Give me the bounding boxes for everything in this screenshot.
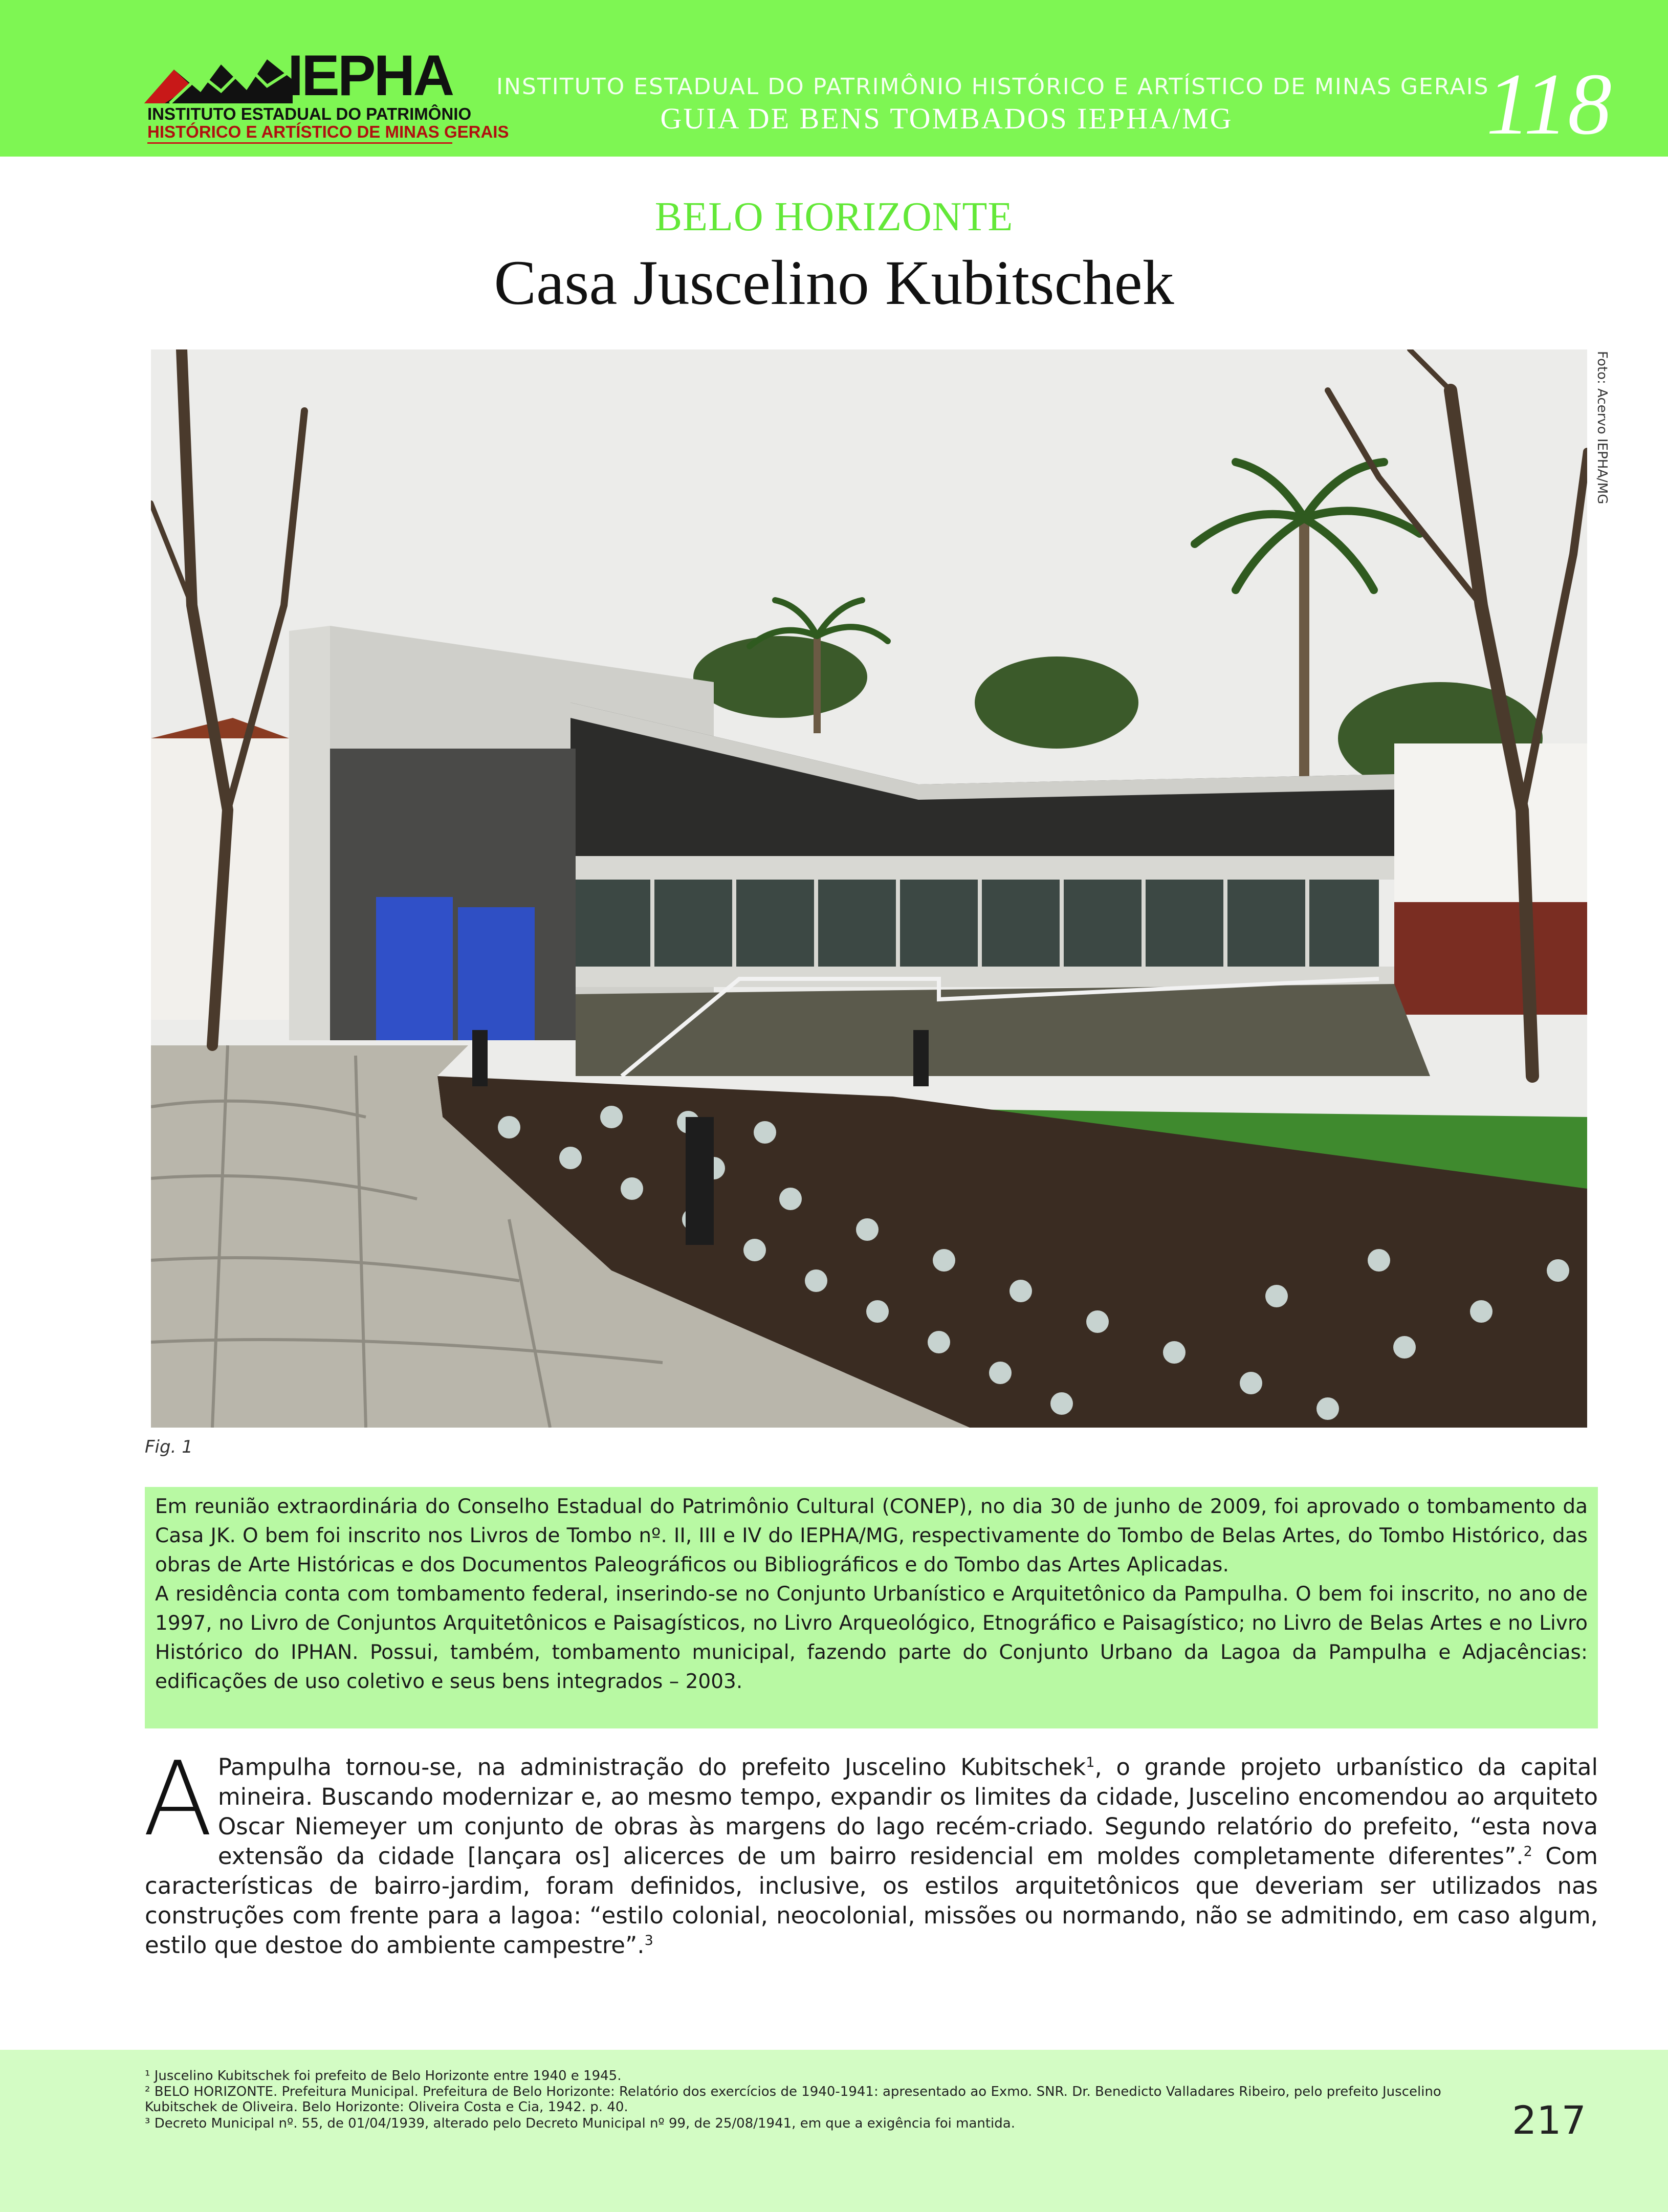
iepha-logo	[144, 43, 509, 144]
city-heading: BELO HORIZONTE	[654, 194, 1014, 239]
house-photo	[151, 349, 1587, 1428]
institute-name: INSTITUTO ESTADUAL DO PATRIMÔNIO HISTÓRICO E ARTÍSTICO DE MINAS GERAIS	[496, 74, 1489, 100]
footnote-2: ² BELO HORIZONTE. Prefeitura Municipal. Prefeitura de Belo Horizonte: Relatório dos exercícios de 1940-1941: apresentado ao Exmo. SNR. Dr. Benedicto Valladares Ribeiro, pelo prefeito Juscelino Kubitschek de Oliveira. Belo Horizonte: Oliveira Costa e Cia, 1942. p. 40.	[145, 2084, 1441, 2115]
info-paragraph-1: Em reunião extraordinária do Conselho Estadual do Patrimônio Cultural (CONEP), no dia 30 de junho de 2009, foi aprovado o tombamento da Casa JK. O bem foi inscrito nos Livros de Tombo nº. II, III e IV do IEPHA/MG, respectivamente do Tombo de Belas Artes, do Tombo Histórico, das obras de Arte Históricas e dos Documentos Paleográficos ou Bibliográficos e do Tombo das Artes Aplicadas.	[155, 1495, 1588, 1576]
guide-title: GUIA DE BENS TOMBADOS IEPHA/MG	[660, 102, 1233, 135]
entry-number: 118	[1486, 56, 1612, 153]
photo-credit: Foto: Acervo IEPHA/MG	[1594, 351, 1610, 505]
footnote-ref-2[interactable]: 2	[1523, 1844, 1532, 1859]
house-illustration	[151, 349, 1587, 1428]
mountain-logo-icon	[144, 54, 293, 103]
logo-subtitle-line-1: INSTITUTO ESTADUAL DO PATRIMÔNIO	[147, 104, 472, 123]
drop-cap: A	[143, 1740, 213, 1859]
page-header	[0, 0, 1668, 157]
listing-info-box	[145, 1487, 1598, 1728]
body-text	[143, 1740, 1598, 1960]
logo-divider	[147, 142, 452, 144]
page-number: 217	[1511, 2097, 1586, 2143]
page-title: Casa Juscelino Kubitschek	[494, 248, 1174, 318]
footnote-3: ³ Decreto Municipal nº. 55, de 01/04/1939, alterado pelo Decreto Municipal nº 99, de 25/08/1941, em que a exigência foi mantida.	[145, 2116, 1015, 2131]
body-paragraph: Pampulha tornou-se, na administração do prefeito Juscelino Kubitschek$^1$, o grande projeto urbanístico da capital mineira. Buscando modernizar e, ao mesmo tempo, expandir os limites da cidade, Juscelino encomendou ao arquiteto Oscar Niemeyer um conjunto de obras às margens do lago recém-criado. Segundo relatório do prefeito, “esta nova extensão da cidade [lançara os] alicerces de um bairro residencial em moldes completamente diferentes”.$^2$ Com características de bairro-jardim, foram definidos, inclusive, os estilos arquitetônicos que deveriam ser utilizados nas construções com frente para a lagoa: “estilo colonial, neocolonial, missões ou normando, não se admitindo, em caso algum, estilo que destoe do ambiente campestre”.$^3$	[145, 1754, 1598, 1959]
logo-subtitle-line-2: HISTÓRICO E ARTÍSTICO DE MINAS GERAIS	[147, 122, 509, 141]
figure-caption: Fig. 1	[145, 1437, 193, 1457]
info-paragraph-2: A residência conta com tombamento federal, inserindo-se no Conjunto Urbanístico e Arquitetônico da Pampulha. O bem foi inscrito, no ano de 1997, no Livro de Conjuntos Arquitetônicos e Paisagísticos, no Livro Arqueológico, Etnográfico e Paisagístico; no Livro de Belas Artes e no Livro Histórico do IPHAN. Possui, também, tombamento municipal, fazendo parte do Conjunto Urbano da Lagoa da Pampulha e Adjacências: edificações de uso coletivo e seus bens integrados – 2003.	[155, 1583, 1588, 1693]
logo-wordmark: IEPHA	[288, 43, 453, 107]
footnote-ref-3[interactable]: 3	[644, 1933, 653, 1948]
footnote-1: ¹ Juscelino Kubitschek foi prefeito de Belo Horizonte entre 1940 e 1945.	[145, 2068, 622, 2084]
footnote-ref-1[interactable]: 1	[1086, 1755, 1095, 1770]
